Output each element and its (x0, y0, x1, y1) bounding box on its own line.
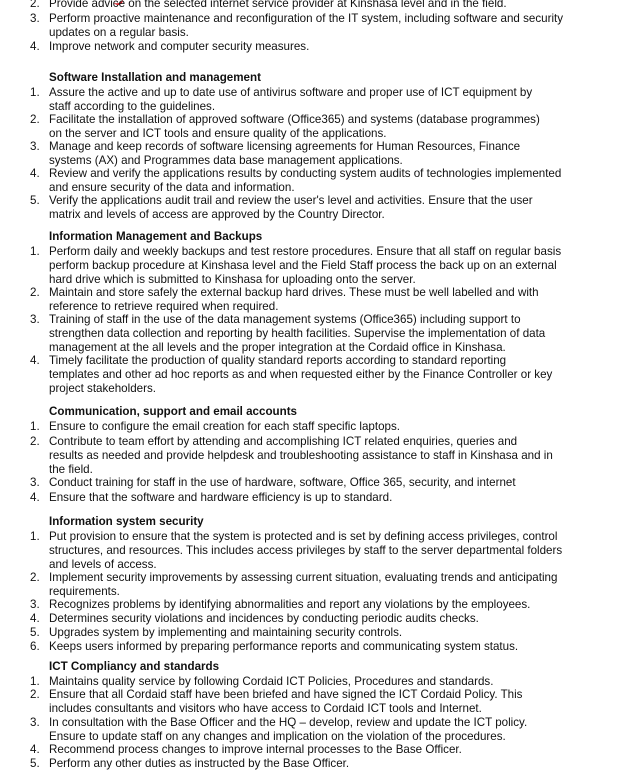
list-item-text: systems (AX) and Programmes data base management applications. (49, 154, 403, 167)
list-item-text: Provide advice on the selected internet service provider at Kinshasa level and in the field. (49, 0, 507, 10)
list-item-text: Perform any other duties as instructed by the Base Officer. (49, 757, 350, 770)
list-item-number: 5. (30, 626, 40, 639)
list-item-text: Maintains quality service by following Cordaid ICT Policies, Procedures and standards. (49, 675, 494, 688)
list-item-number: 3. (30, 313, 40, 326)
list-item-text: Ensure to configure the email creation for each staff specific laptops. (49, 420, 401, 433)
list-item-text: requirements. (49, 585, 120, 598)
list-item-number: 2. (30, 435, 40, 448)
list-item-text: In consultation with the Base Officer and the HQ – develop, review and update the ICT policy. (49, 716, 528, 729)
list-item-text: Perform daily and weekly backups and test restore procedures. Ensure that all staff on regular basis (49, 245, 562, 258)
list-item-text: Manage and keep records of software licensing agreements for Human Resources, Finance (49, 140, 521, 153)
list-item-text: Conduct training for staff in the use of hardware, software, Office 365, security, and internet (49, 476, 516, 489)
list-item-number: 4. (30, 354, 40, 367)
list-item-text: perform backup procedure at Kinshasa level and the Field Staff process the back up on an external (49, 259, 557, 272)
list-item-text: Review and verify the applications results by conducting system audits of technologies implemented (49, 167, 562, 180)
list-item-text: matrix and levels of access are approved by the Country Director. (49, 208, 385, 221)
list-item-number: 4. (30, 612, 40, 625)
section-heading: Information system security (49, 515, 204, 528)
section-heading: ICT Compliancy and standards (49, 660, 220, 673)
list-item-number: 4. (30, 743, 40, 756)
list-item-text: results as needed and provide helpdesk and troubleshooting assistance to staff in Kinshasa and in (49, 449, 553, 462)
list-item-text: strengthen data collection and reporting by health facilities. Supervise the implementation of data (49, 327, 546, 340)
list-item-text: Recognizes problems by identifying abnormalities and report any violations by the employees. (49, 598, 531, 611)
list-item-text: hard drive which is submitted to Kinshasa for uploading onto the server. (49, 273, 416, 286)
list-item-number: 6. (30, 640, 40, 653)
list-item-text: Training of staff in the use of the data management systems (Office365) including support to (49, 313, 521, 326)
list-item-number: 3. (30, 598, 40, 611)
list-item-text: and ensure security of the data and information. (49, 181, 295, 194)
list-item-number: 2. (30, 113, 40, 126)
list-item-text: Assure the active and up to date use of antivirus software and proper use of ICT equipment by (49, 86, 533, 99)
list-item-number: 2. (30, 688, 40, 701)
list-item-text: templates and other ad hoc reports as and when requested either by the Finance Controller or key (49, 368, 553, 381)
list-item-number: 2. (30, 0, 40, 10)
list-item-text: includes consultants and visitors who have access to Cordaid ICT tools and Internet. (49, 702, 482, 715)
list-item-number: 1. (30, 86, 40, 99)
list-item-text: Determines security violations and incidences by conducting periodic audits checks. (49, 612, 479, 625)
list-item-text: Maintain and store safely the external backup hard drives. These must be well labelled and with (49, 286, 539, 299)
list-item-text: staff according to the guidelines. (49, 100, 216, 113)
list-item-number: 2. (30, 571, 40, 584)
list-item-number: 1. (30, 245, 40, 258)
list-item-number: 3. (30, 140, 40, 153)
list-item-text: Improve network and computer security measures. (49, 40, 310, 53)
section-heading: Information Management and Backups (49, 230, 263, 243)
list-item-text: Contribute to team effort by attending and accomplishing ICT related enquiries, queries and (49, 435, 518, 448)
list-item-text: Keeps users informed by preparing performance reports and communicating system status. (49, 640, 519, 653)
list-item-text: Recommend process changes to improve internal processes to the Base Officer. (49, 743, 462, 756)
list-item-text: Implement security improvements by assessing current situation, evaluating trends and anticipating (49, 571, 558, 584)
list-item-number: 4. (30, 167, 40, 180)
section-heading: Communication, support and email accounts (49, 405, 298, 418)
list-item-text: Ensure that all Cordaid staff have been briefed and have signed the ICT Cordaid Policy. This (49, 688, 523, 701)
section-heading: Software Installation and management (49, 71, 261, 84)
list-item-number: 3. (30, 12, 40, 25)
list-item-number: 4. (30, 491, 40, 504)
list-item-text: structures, and resources. This includes access privileges by staff to the server departmental folders (49, 544, 563, 557)
list-item-text: Upgrades system by implementing and maintaining security controls. (49, 626, 403, 639)
list-item-text: and levels of access. (49, 558, 157, 571)
list-item-text: management at the all levels and the proper integration at the Cordaid office in Kinshasa. (49, 341, 506, 354)
list-item-number: 2. (30, 286, 40, 299)
list-item-text: Timely facilitate the production of quality standard reports according to standard reporting (49, 354, 507, 367)
list-item-number: 1. (30, 530, 40, 543)
list-item-number: 3. (30, 716, 40, 729)
list-item-text: Ensure that the software and hardware efficiency is up to standard. (49, 491, 393, 504)
list-item-number: 5. (30, 194, 40, 207)
list-item-text: project stakeholders. (49, 382, 156, 395)
list-item-text: on the server and ICT tools and ensure quality of the applications. (49, 127, 387, 140)
list-item-number: 4. (30, 40, 40, 53)
list-item-text: Ensure to update staff on any changes and implication on the violation of the procedures. (49, 730, 506, 743)
list-item-text: updates on a regular basis. (49, 26, 189, 39)
list-item-text: the field. (49, 463, 93, 476)
list-item-number: 1. (30, 675, 40, 688)
list-item-text: Facilitate the installation of approved software (Office365) and systems (database programmes) (49, 113, 540, 126)
list-item-number: 3. (30, 476, 40, 489)
list-item-text: Perform proactive maintenance and reconfiguration of the IT system, including software and security (49, 12, 564, 25)
list-item-text: Verify the applications audit trail and review the user's level and activities. Ensure that the user (49, 194, 533, 207)
list-item-number: 5. (30, 757, 40, 770)
list-item-text: reference to retrieve required when required. (49, 300, 279, 313)
list-item-text: Put provision to ensure that the system is protected and is set by defining access privileges, control (49, 530, 558, 543)
list-item-number: 1. (30, 420, 40, 433)
